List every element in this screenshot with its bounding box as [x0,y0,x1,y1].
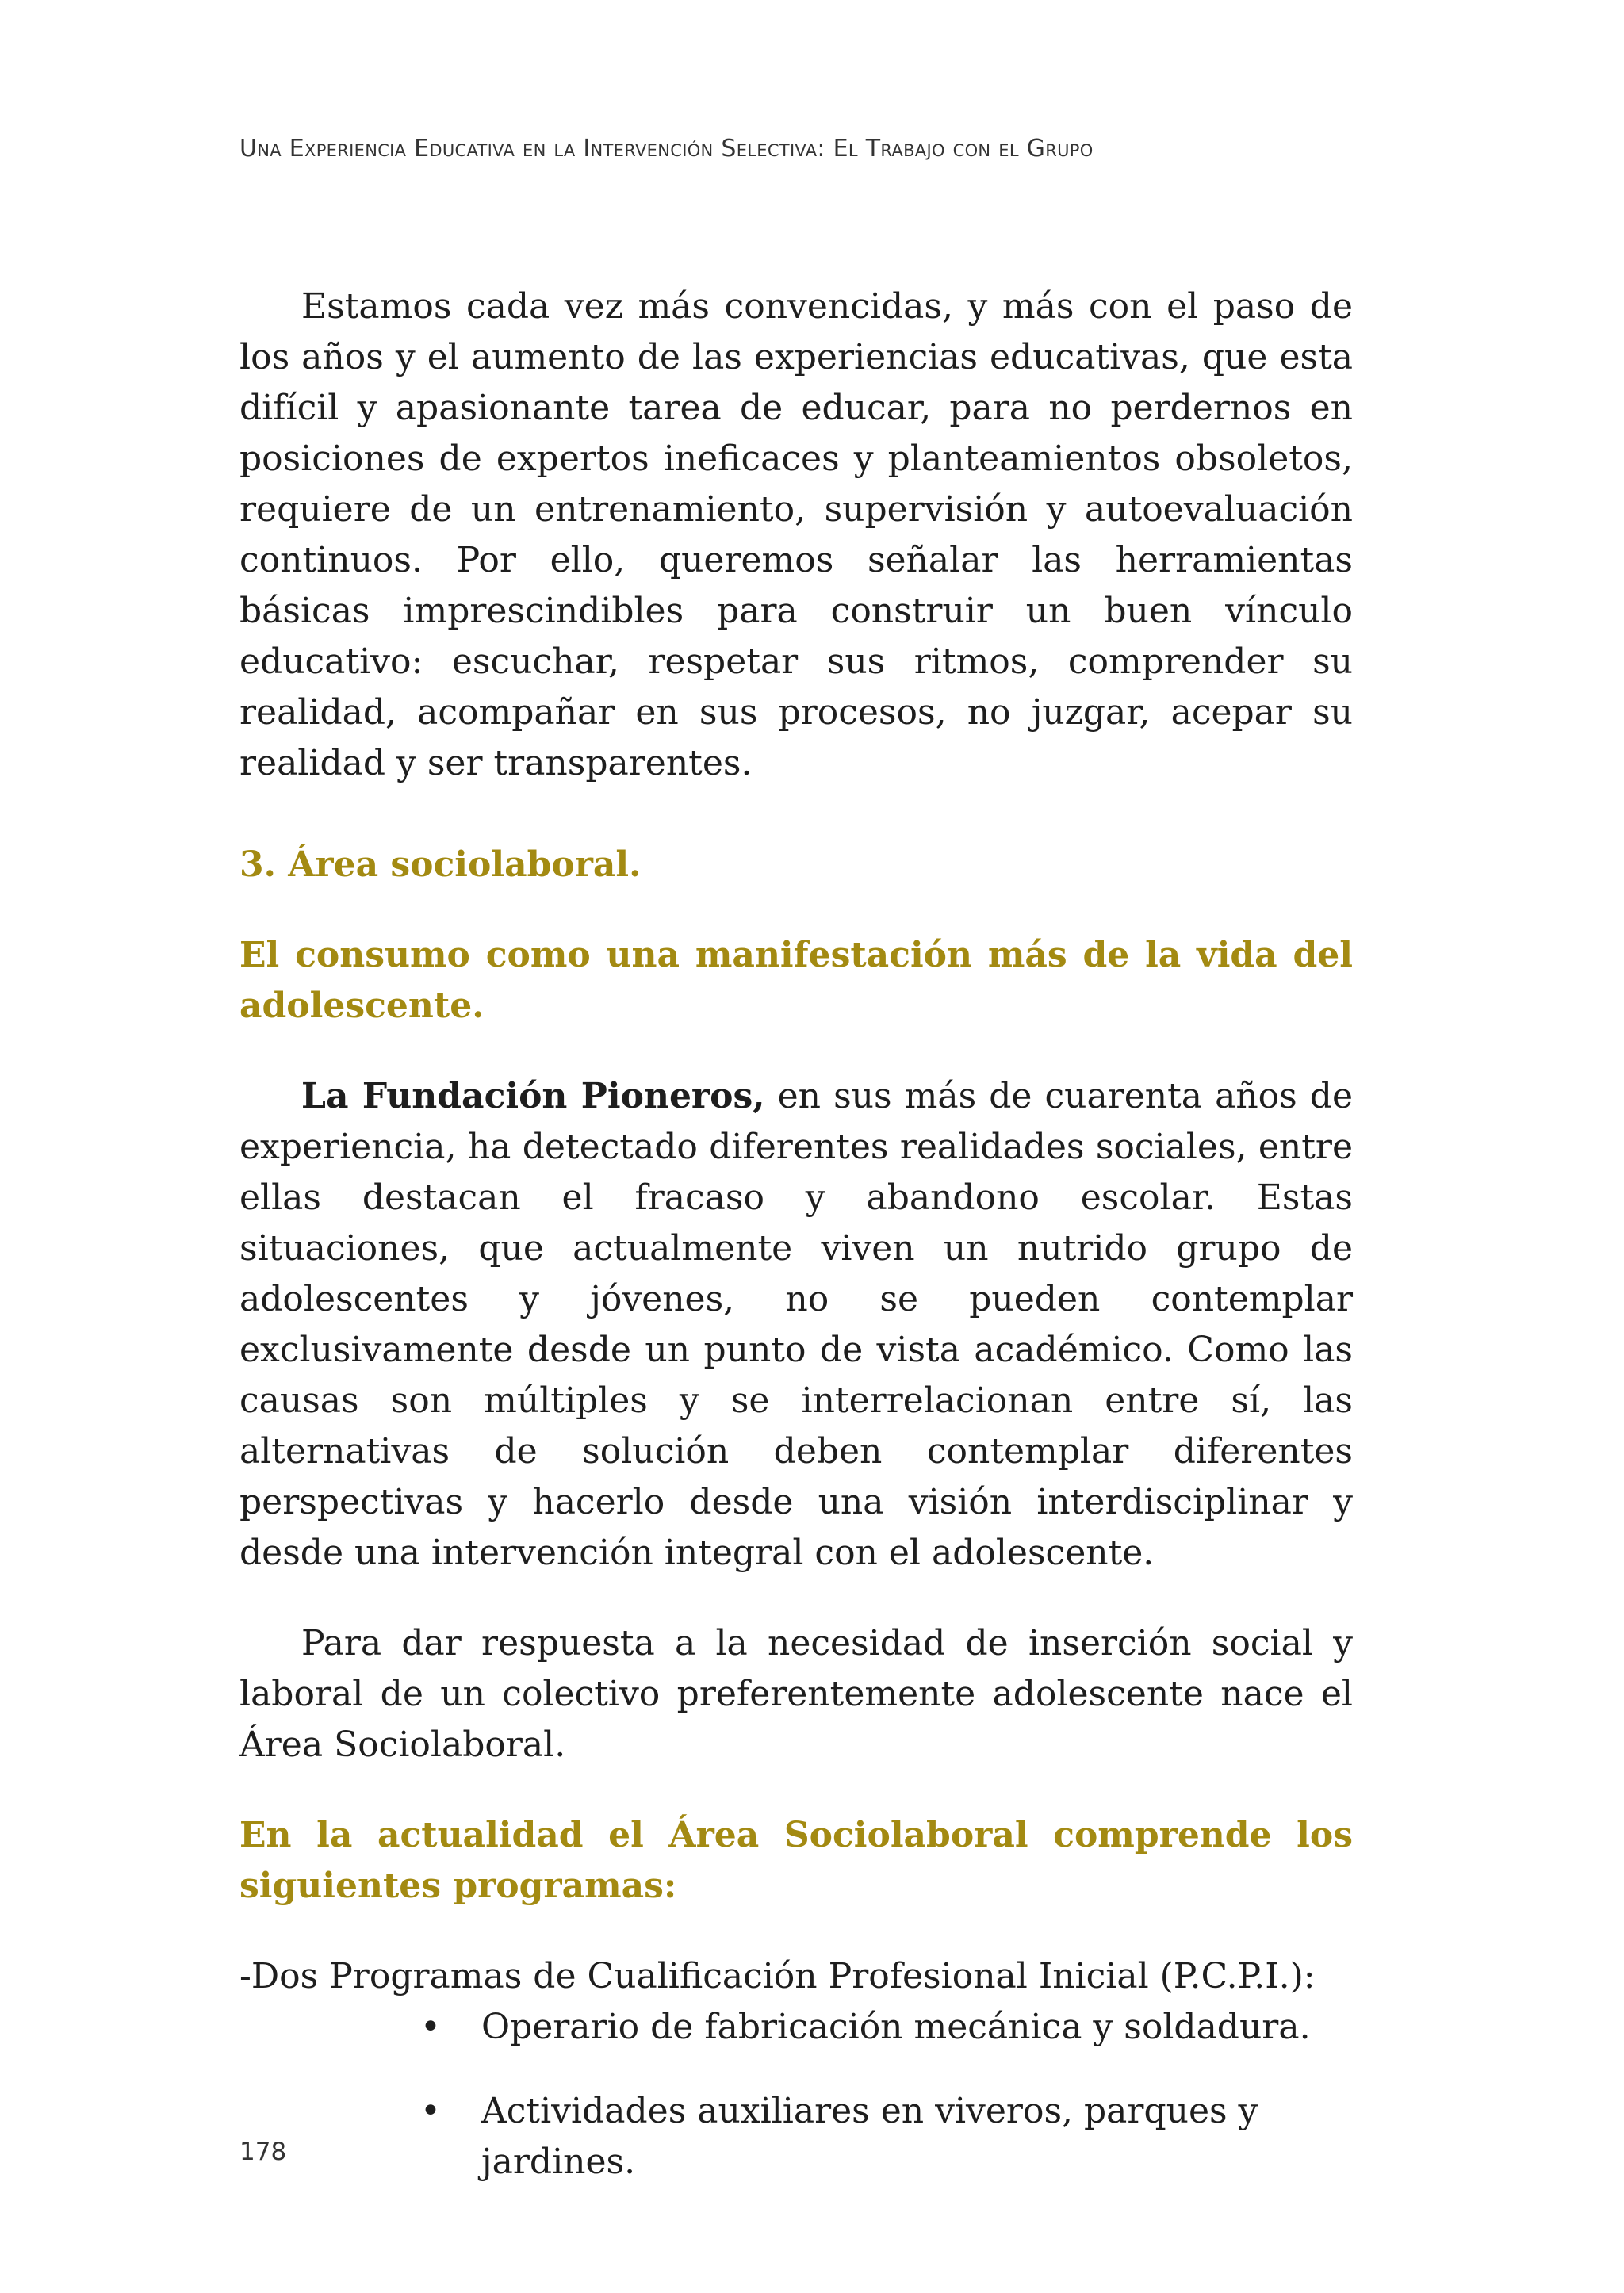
foundation-name: La Fundación Pioneros, [301,1076,765,1116]
bullet-icon: • [420,2091,441,2131]
foundation-text: en sus más de cuarenta años de experiencia, ha detectado diferentes realidades sociales, entre ellas destacan el fracaso y abandono escolar. Estas situaciones, que actualmente viven un nutrido grupo de adolescentes y jóvenes, no se pueden contemplar exclusivamente desde un punto de vista académico. Como las causas son múltiples y se interrelacionan entre sí, las alternativas de solución deben contemplar diferentes perspectivas y hacerlo desde una visión interdisciplinar y desde una intervención integral con el adolescente. [239,1076,1353,1573]
foundation-paragraph [239,1071,1353,1579]
running-head: Una Experiencia Educativa en la Intervención Selectiva: El Trabajo con el Grupo [239,135,1094,163]
page-body [239,281,1353,2188]
program-label: Actividades auxiliares en viveros, parques y jardines. [481,2091,1258,2182]
bullet-icon: • [420,2007,441,2047]
programs-list [239,2002,1353,2188]
program-label: Operario de fabricación mecánica y soldadura. [481,2007,1311,2047]
page-number: 178 [239,2138,287,2166]
list-item [239,2086,1353,2188]
section-heading: 3. Área sociolaboral. [239,844,642,885]
response-paragraph: Para dar respuesta a la necesidad de inserción social y laboral de un colectivo preferentemente adolescente nace el Área Sociolaboral. [239,1623,1353,1765]
list-item [239,2002,1353,2053]
programs-intro: -Dos Programas de Cualificación Profesional Inicial (P.C.P.I.): [239,1956,1316,1996]
programs-heading: En la actualidad el Área Sociolaboral comprende los siguientes programas: [239,1815,1353,1906]
intro-paragraph: Estamos cada vez más convencidas, y más con el paso de los años y el aumento de las experiencias educativas, que esta difícil y apasionante tarea de educar, para no perdernos en posiciones de expertos ineficaces y planteamientos obsoletos, requiere de un entrenamiento, supervisión y autoevaluación continuos. Por ello, queremos señalar las herramientas básicas imprescindibles para construir un buen vínculo educativo: escuchar, respetar sus ritmos, comprender su realidad, acompañar en sus procesos, no juzgar, acepar su realidad y ser transparentes. [239,286,1353,783]
subheading: El consumo como una manifestación más de la vida del adolescente. [239,935,1353,1026]
